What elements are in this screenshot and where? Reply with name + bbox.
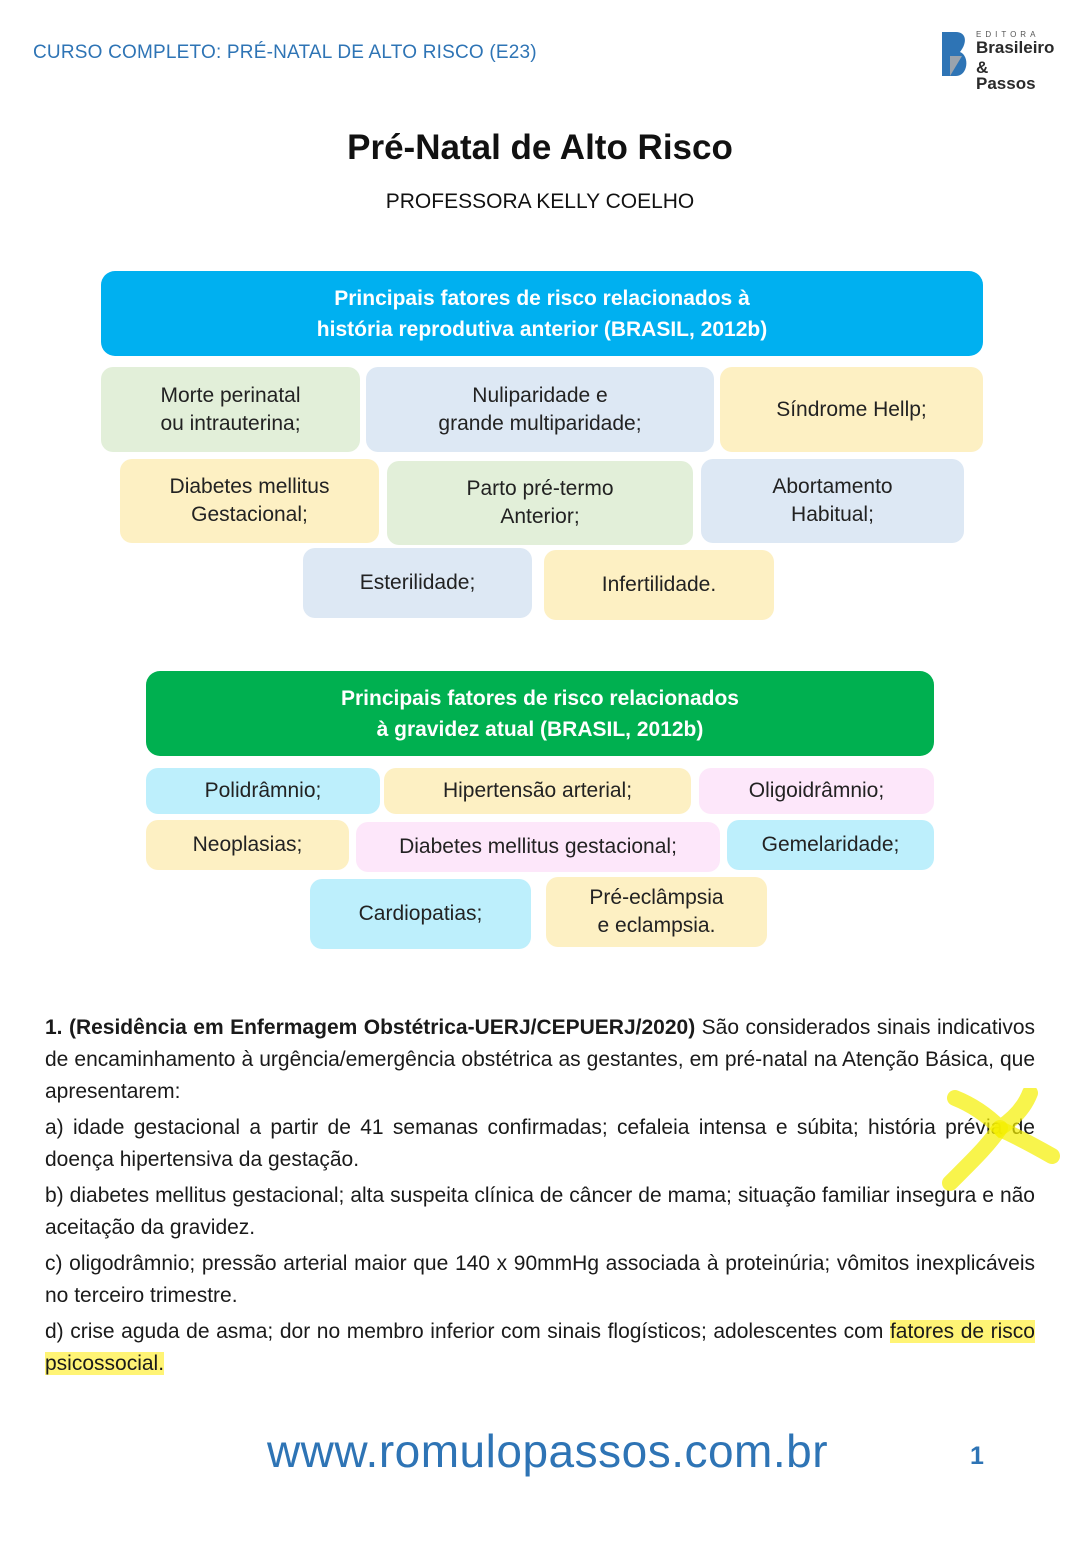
publisher-logo: [940, 28, 1055, 93]
item-line: Esterilidade;: [359, 571, 476, 594]
page-title: Pré-Natal de Alto Risco: [347, 128, 733, 167]
item-line: Abortamento: [772, 475, 893, 498]
logo-mark-icon: [940, 30, 970, 78]
item-line: Parto pré-termo: [466, 477, 614, 500]
item-line: Gemelaridade;: [761, 833, 900, 856]
item-line: Habitual;: [791, 503, 874, 526]
item-line: Hipertensão arterial;: [442, 779, 633, 802]
option-d: [45, 1316, 1035, 1380]
risk-item-cardiopatias: [310, 879, 531, 949]
item-line: e eclampsia.: [597, 914, 716, 937]
item-line: ou intrauterina;: [160, 411, 301, 435]
section1-heading-line2: história reprodutiva anterior (BRASIL, 2012b): [316, 317, 768, 341]
risk-item-neoplasias: [146, 820, 349, 870]
page-subtitle: PROFESSORA KELLY COELHO: [385, 190, 695, 213]
question-stem: [45, 1012, 1035, 1108]
option-c: c) oligodrâmnio; pressão arterial maior que 140 x 90mmHg associada à proteinúria; vômitos inexplicáveis no terceiro trimestre.: [45, 1252, 1035, 1307]
risk-item-pre-eclampsia: [546, 877, 767, 947]
section2-heading-line1: Principais fatores de risco relacionados: [341, 686, 739, 710]
logo-brand-line1: Brasileiro: [976, 38, 1055, 57]
item-line: Síndrome Hellp;: [776, 397, 927, 421]
section1-heading-line1: Principais fatores de risco relacionados à: [334, 286, 750, 310]
risk-item-polidramnio: [146, 768, 380, 814]
section2-heading-line2: à gravidez atual (BRASIL, 2012b): [376, 717, 704, 741]
item-line: Infertilidade.: [601, 573, 717, 596]
risk-item-oligoidramnio: [699, 768, 934, 814]
item-line: Oligoidrâmnio;: [748, 779, 885, 802]
item-line: Diabetes mellitus: [169, 475, 330, 498]
risk-item-diabetes-mellitus: [356, 822, 720, 872]
logo-brand-line2: & Passos: [976, 58, 1036, 93]
risk-item-diabetes-gestacional: [120, 459, 379, 543]
question-source: 1. (Residência em Enfermagem Obstétrica-UERJ/CEPUERJ/2020): [45, 1016, 696, 1039]
item-line: Nuliparidade e: [472, 383, 608, 407]
item-line: Diabetes mellitus gestacional;: [399, 835, 677, 858]
item-line: Polidrâmnio;: [204, 779, 322, 802]
risk-item-nuliparidade: [366, 367, 714, 452]
item-line: Cardiopatias;: [358, 902, 483, 925]
section2-heading: [146, 671, 934, 756]
option-d-text: d) crise aguda de asma; dor no membro inferior com sinais flogísticos; adolescentes com: [45, 1320, 890, 1343]
item-line: Pré-eclâmpsia: [589, 886, 724, 909]
highlighter-mark-icon: [930, 1088, 1060, 1198]
footer-url[interactable]: www.romulopassos.com.br: [266, 1425, 829, 1477]
option-d-highlight: fatores de risco psicossocial.: [45, 1320, 1035, 1375]
section1-heading: [101, 271, 983, 356]
item-line: Anterior;: [500, 505, 580, 528]
risk-item-sindrome-hellp: [720, 367, 983, 452]
risk-item-morte-perinatal: [101, 367, 360, 452]
option-b: b) diabetes mellitus gestacional; alta suspeita clínica de câncer de mama; situação familiar insegura e não aceitação da gravidez.: [45, 1184, 1035, 1239]
item-line: Morte perinatal: [160, 383, 301, 407]
risk-item-hipertensao: [384, 768, 691, 814]
risk-item-esterilidade: [303, 548, 532, 618]
risk-item-infertilidade: [544, 550, 774, 620]
item-line: Neoplasias;: [192, 833, 303, 856]
page-number: 1: [970, 1442, 984, 1470]
risk-item-gemelaridade: [727, 820, 934, 870]
item-line: grande multiparidade;: [438, 411, 642, 435]
course-title: CURSO COMPLETO: PRÉ-NATAL DE ALTO RISCO (E23): [33, 42, 537, 63]
risk-item-abortamento: [701, 459, 964, 543]
option-a: a) idade gestacional a partir de 41 semanas confirmadas; cefaleia intensa e súbita; história prévia de doença hipertensiva da gestação.: [45, 1116, 1035, 1171]
risk-item-parto-pre-termo: [387, 461, 693, 545]
logo-editora: EDITORA: [976, 30, 1040, 39]
question-text: São considerados sinais indicativos de encaminhamento à urgência/emergência obstétrica as gestantes, em pré-natal na Atenção Básica, que apresentarem:: [45, 1016, 1036, 1103]
item-line: Gestacional;: [191, 503, 308, 526]
question-block: [45, 1012, 1035, 1384]
